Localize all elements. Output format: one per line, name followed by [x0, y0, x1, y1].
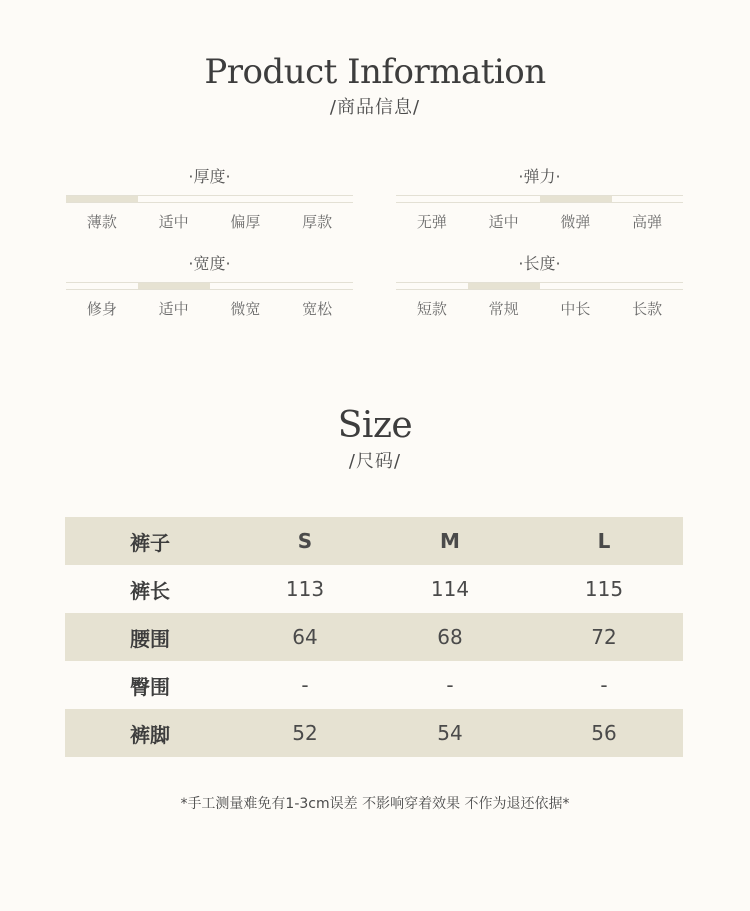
attribute-option: 微弹: [560, 213, 591, 231]
attribute-option: 宽松: [302, 300, 333, 318]
size-title: Size: [337, 405, 413, 446]
table-cell: 54: [375, 709, 525, 757]
attribute-label: ·长度·: [518, 254, 561, 273]
table-row: [65, 661, 683, 709]
attribute-option: 高弹: [632, 213, 663, 231]
product-information-title: Product Information: [204, 52, 546, 92]
table-row-label: 裤长: [130, 578, 170, 603]
attribute-bar: [396, 282, 683, 290]
table-cell: -: [600, 673, 608, 697]
table-cell: 113: [285, 577, 325, 601]
attribute-option: 短款: [416, 300, 447, 318]
table-cell: -: [301, 673, 309, 697]
attribute-selected-fill: [468, 283, 540, 289]
table-row: [65, 613, 683, 661]
table-header-row: [65, 517, 683, 565]
attribute-selected-fill: [138, 283, 210, 289]
attribute-option: 微宽: [230, 300, 261, 318]
attribute-option: 适中: [488, 213, 519, 231]
table-header-cell: L: [525, 517, 683, 565]
attribute-label: ·弹力·: [518, 167, 561, 186]
table-cell: 64: [235, 613, 375, 661]
attribute-option: 薄款: [86, 213, 117, 231]
attribute-option: 厚款: [302, 213, 333, 231]
size-subtitle: /尺码/: [348, 451, 402, 472]
attribute-option: 适中: [158, 300, 189, 318]
size-table: [65, 517, 683, 757]
table-cell: 114: [430, 577, 470, 601]
attribute-option: 中长: [560, 300, 591, 318]
table-row: [65, 565, 683, 613]
table-cell: 52: [235, 709, 375, 757]
attribute-label: ·宽度·: [188, 254, 231, 273]
attribute-option: 修身: [86, 300, 117, 318]
table-cell: 56: [525, 709, 683, 757]
table-header-cell: 裤子: [65, 517, 235, 565]
table-header-cell: M: [375, 517, 525, 565]
table-cell: 68: [375, 613, 525, 661]
attribute-selected-fill: [540, 196, 612, 202]
attribute-bar: [66, 195, 353, 203]
table-cell: -: [446, 673, 454, 697]
attribute-selected-fill: [66, 196, 138, 202]
table-cell: 72: [525, 613, 683, 661]
attribute-option: 长款: [632, 300, 663, 318]
attribute-bar: [66, 282, 353, 290]
measurement-note: *手工测量难免有1-3cm误差 不影响穿着效果 不作为退还依据*: [180, 796, 570, 812]
table-row-label: 裤脚: [65, 709, 235, 757]
attribute-bar: [396, 195, 683, 203]
table-row-label: 腰围: [65, 613, 235, 661]
attribute-label: ·厚度·: [188, 167, 231, 186]
table-row: [65, 709, 683, 757]
attribute-option: 常规: [488, 300, 519, 318]
attribute-option: 偏厚: [230, 213, 261, 231]
attribute-option: 适中: [158, 213, 189, 231]
table-header-cell: S: [235, 517, 375, 565]
table-row-label: 臀围: [130, 674, 170, 699]
attribute-option: 无弹: [416, 213, 447, 231]
table-cell: 115: [584, 577, 624, 601]
product-information-subtitle: /商品信息/: [329, 97, 421, 118]
